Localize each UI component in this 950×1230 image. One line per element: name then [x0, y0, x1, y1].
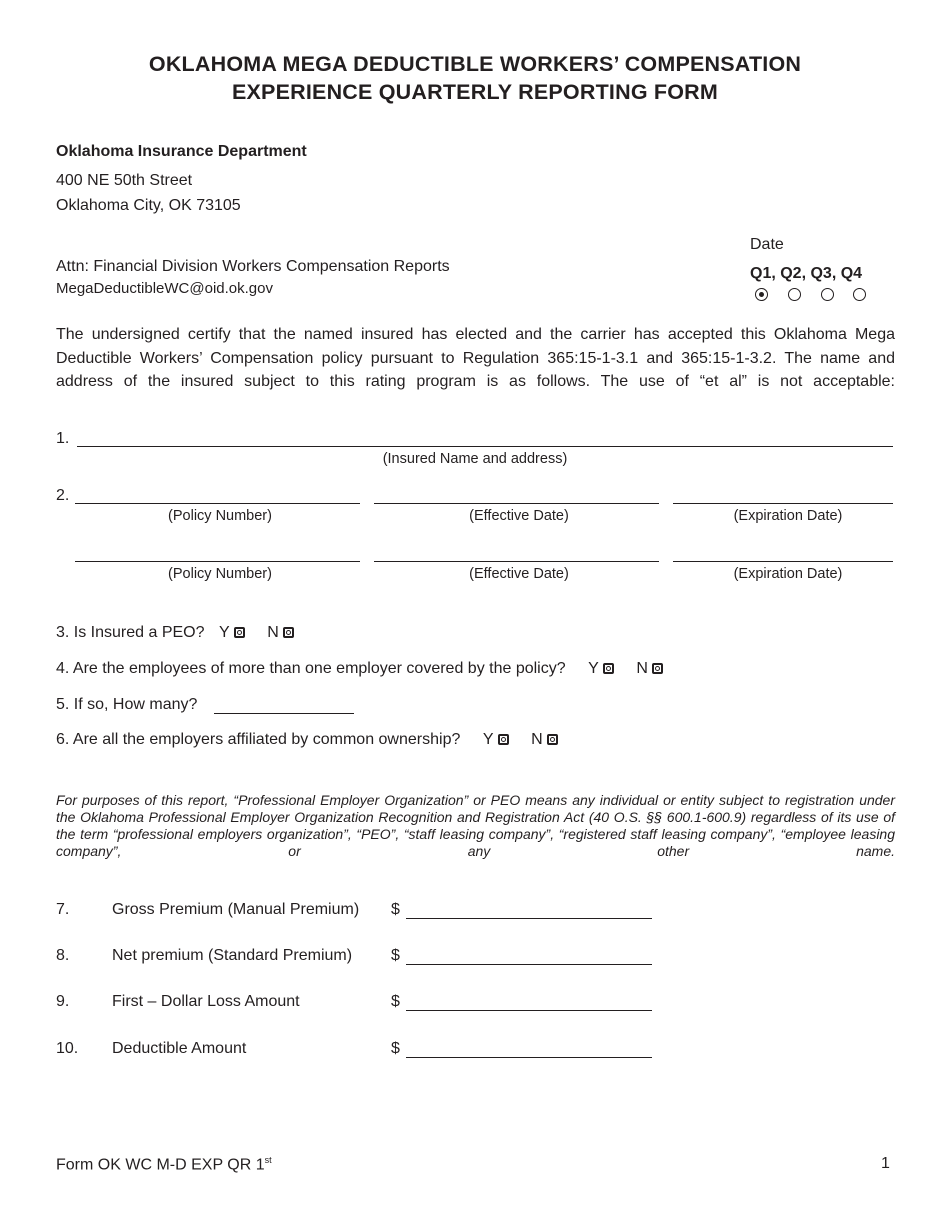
effective-date-caption-1: (Effective Date)	[469, 508, 569, 524]
q3-yes-label: Y	[218, 624, 230, 641]
question-6-row	[56, 731, 558, 749]
quarters-label: Q1, Q2, Q3, Q4	[750, 265, 863, 282]
form-title-line2: EXPERIENCE QUARTERLY REPORTING FORM	[231, 80, 719, 104]
question-3-text: 3. Is Insured a PEO?	[56, 624, 205, 641]
deductible-amount-currency: $	[391, 1040, 400, 1057]
question-5-text: 5. If so, How many?	[56, 696, 198, 713]
expiration-date-caption-2: (Expiration Date)	[733, 566, 843, 582]
effective-date-field-2[interactable]	[374, 561, 659, 562]
item1-number: 1.	[56, 430, 70, 447]
question-3-row	[56, 624, 294, 642]
insured-name-caption: (Insured Name and address)	[382, 451, 568, 467]
policy-number-caption-1: (Policy Number)	[168, 508, 272, 524]
first-dollar-loss-label: First – Dollar Loss Amount	[112, 993, 300, 1010]
expiration-date-caption-1: (Expiration Date)	[733, 508, 843, 524]
quarter-q3-radio[interactable]	[821, 288, 834, 301]
quarter-q2-radio[interactable]	[788, 288, 801, 301]
q4-no-label: N	[636, 660, 648, 677]
policy-number-field-2[interactable]	[75, 561, 360, 562]
contact-email[interactable]: MegaDeductibleWC@oid.ok.gov	[56, 280, 273, 297]
amount-number-9: 9.	[56, 993, 70, 1010]
q4-no-checkbox[interactable]	[652, 663, 663, 674]
deductible-amount-label: Deductible Amount	[112, 1040, 247, 1057]
first-dollar-loss-field[interactable]	[406, 1010, 652, 1011]
peo-definition-paragraph: For purposes of this report, “Professional Employer Organization” or PEO means any individual or entity subject to registration under the Oklahoma Professional Employer Organization Recognition and Registration Act (40 O.S. §§ 600.1-600.9) regardless of its use of the term “professional employers organization”, “PEO”, “staff leasing company”, “registered staff leasing company”, “employee leasing company”, or any other name.	[56, 792, 895, 859]
quarter-q4-radio[interactable]	[853, 288, 866, 301]
department-name: Oklahoma Insurance Department	[56, 143, 307, 160]
page-number: 1	[881, 1155, 890, 1172]
question-4-row	[56, 660, 663, 678]
form-title-line1: OKLAHOMA MEGA DEDUCTIBLE WORKERS’ COMPENSATION	[148, 52, 802, 76]
net-premium-currency: $	[391, 947, 400, 964]
employer-count-field[interactable]	[214, 713, 354, 714]
q3-no-checkbox[interactable]	[283, 627, 294, 638]
amount-number-7: 7.	[56, 901, 70, 918]
first-dollar-loss-currency: $	[391, 993, 400, 1010]
q3-yes-checkbox[interactable]	[234, 627, 245, 638]
q6-yes-label: Y	[482, 731, 494, 748]
quarter-q1-radio[interactable]	[755, 288, 768, 301]
effective-date-field-1[interactable]	[374, 503, 659, 504]
question-6-text: 6. Are all the employers affiliated by common ownership?	[56, 731, 461, 748]
form-identifier-suffix: st	[264, 1155, 272, 1165]
q6-no-checkbox[interactable]	[547, 734, 558, 745]
amount-number-8: 8.	[56, 947, 70, 964]
q3-no-label: N	[267, 624, 279, 641]
net-premium-label: Net premium (Standard Premium)	[112, 947, 353, 964]
question-4-text: 4. Are the employees of more than one employer covered by the policy?	[56, 660, 566, 677]
street-address: 400 NE 50th Street	[56, 172, 193, 189]
effective-date-caption-2: (Effective Date)	[469, 566, 569, 582]
city-address: Oklahoma City, OK 73105	[56, 197, 241, 214]
amount-number-10: 10.	[56, 1040, 79, 1057]
q4-yes-label: Y	[588, 660, 599, 677]
item2-number: 2.	[56, 487, 70, 504]
certification-paragraph: The undersigned certify that the named insured has elected and the carrier has accepted this Oklahoma Mega Deductible Workers’ Compensation policy pursuant to Regulation 365:15-1-3.1 and 365:15-1-3.2. The name and address of the insured subject to this rating program is as follows. The use of “et al” is not acceptable:	[56, 326, 895, 390]
policy-number-caption-2: (Policy Number)	[168, 566, 272, 582]
net-premium-field[interactable]	[406, 964, 652, 965]
expiration-date-field-2[interactable]	[673, 561, 893, 562]
gross-premium-currency: $	[391, 901, 400, 918]
form-identifier-text: Form OK WC M-D EXP QR 1	[56, 1156, 265, 1174]
attn-line: Attn: Financial Division Workers Compensation Reports	[56, 258, 450, 275]
policy-number-field-1[interactable]	[75, 503, 360, 504]
date-label: Date	[750, 236, 784, 253]
gross-premium-field[interactable]	[406, 918, 652, 919]
q6-no-label: N	[531, 731, 543, 748]
q6-yes-checkbox[interactable]	[498, 734, 509, 745]
expiration-date-field-1[interactable]	[673, 503, 893, 504]
q4-yes-checkbox[interactable]	[603, 663, 614, 674]
insured-name-field[interactable]	[77, 446, 893, 447]
gross-premium-label: Gross Premium (Manual Premium)	[112, 901, 360, 918]
form-identifier	[56, 1155, 272, 1174]
deductible-amount-field[interactable]	[406, 1057, 652, 1058]
